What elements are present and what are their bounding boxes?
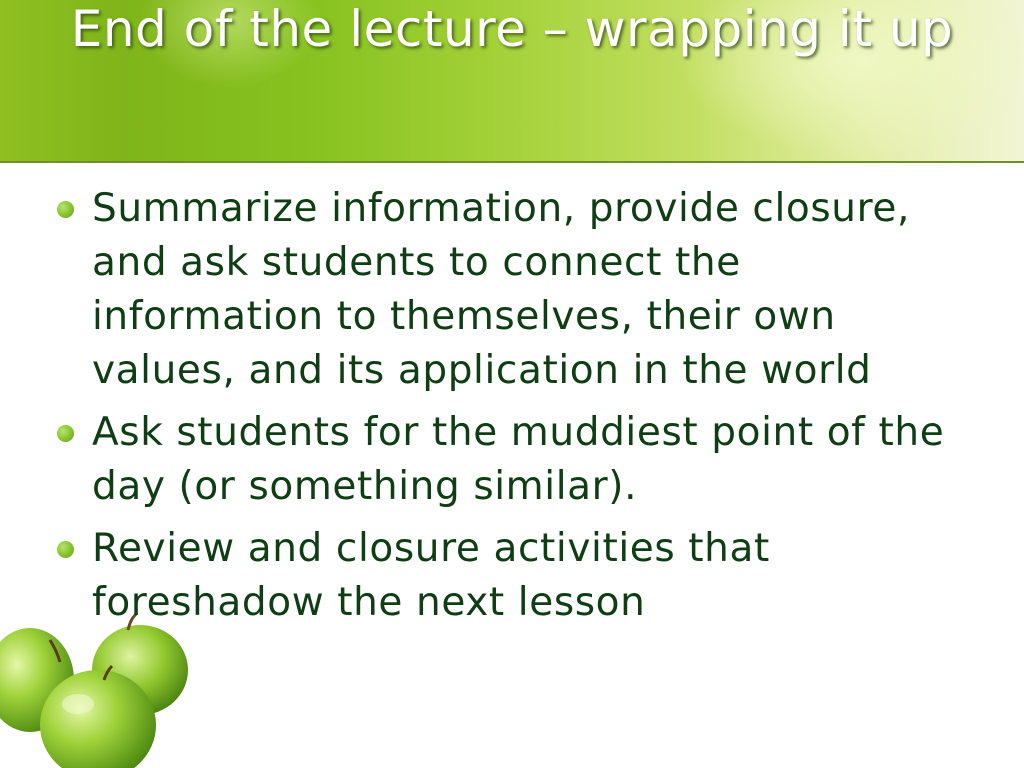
bullet-text: Summarize information, provide closure, and ask students to connect the information to themselves, their own values, and its application in the world — [92, 186, 910, 393]
title-band — [0, 0, 1024, 163]
list-item — [55, 182, 975, 398]
bullet-text: Review and closure activities that foreshadow the next lesson — [92, 526, 770, 625]
list-item — [55, 522, 975, 630]
bullet-icon — [57, 201, 74, 218]
bullet-text: Ask students for the muddiest point of the day (or something similar). — [92, 410, 945, 509]
slide-title: End of the lecture – wrapping it up — [70, 0, 954, 58]
bullet-icon — [57, 541, 74, 558]
bullet-list — [55, 182, 975, 638]
bullet-icon — [57, 425, 74, 442]
list-item — [55, 406, 975, 514]
